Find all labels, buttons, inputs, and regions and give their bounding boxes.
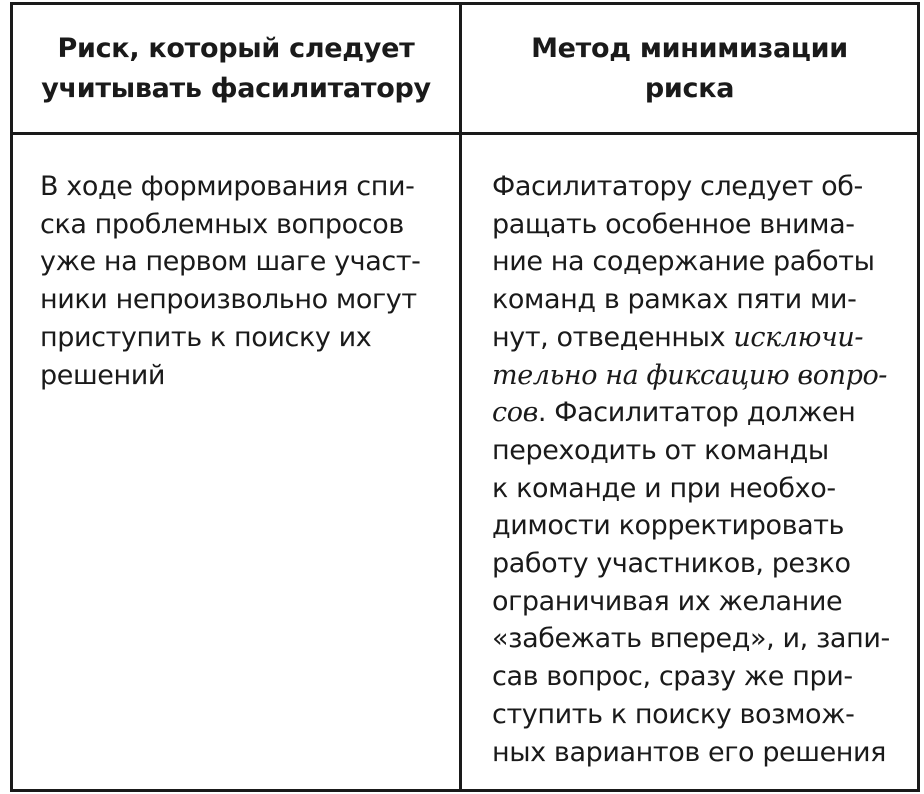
table-border-right bbox=[917, 2, 920, 792]
method-italic-line: тельно на фиксацию вопро- bbox=[492, 359, 888, 391]
method-line: Фасилитатору следует об- bbox=[492, 171, 863, 202]
header-method-line-2: риска bbox=[644, 72, 735, 104]
method-line: переходить от команды bbox=[492, 434, 829, 466]
method-line bbox=[492, 319, 912, 357]
risk-line: ска проблемных вопросов bbox=[40, 208, 404, 240]
header-risk bbox=[13, 5, 459, 132]
header-risk-line-2: учитывать фасилитатору bbox=[41, 72, 431, 104]
risk-cell bbox=[40, 168, 440, 394]
method-text: нут, отведенных bbox=[492, 321, 734, 353]
method-line: команд в рамках пяти ми- bbox=[492, 284, 857, 316]
method-line bbox=[492, 394, 912, 432]
method-italic-text: сов bbox=[492, 397, 538, 429]
method-line: работу участников, резко bbox=[492, 548, 851, 580]
risk-line: решений bbox=[40, 359, 166, 391]
header-method-line-1: Метод минимизации bbox=[531, 32, 848, 64]
method-line: ных вариантов его решения bbox=[492, 736, 887, 768]
method-cell bbox=[492, 168, 912, 771]
method-line: сав вопрос, сразу же при- bbox=[492, 661, 853, 693]
method-line: ние на содержание работы bbox=[492, 246, 875, 278]
method-line: к команде и при необхо- bbox=[492, 472, 836, 504]
method-line: «забежать вперед», и, запи- bbox=[492, 623, 890, 655]
header-risk-line-1: Риск, который следует bbox=[57, 32, 415, 64]
method-line: димости корректировать bbox=[492, 510, 845, 542]
header-method bbox=[462, 5, 917, 132]
method-line: ступить к поиску возмож- bbox=[492, 698, 855, 730]
method-text: . Фасилитатор должен bbox=[537, 397, 856, 429]
risk-line: уже на первом шаге участ- bbox=[40, 246, 421, 278]
risk-line: В ходе формирования спи- bbox=[40, 171, 415, 202]
risk-line: ники непроизвольно могут bbox=[40, 284, 417, 316]
table-border-bottom bbox=[10, 789, 920, 792]
method-italic-text: исключи- bbox=[733, 321, 864, 353]
method-line: ограничивая их желание bbox=[492, 585, 843, 617]
risk-line: приступить к поиску их bbox=[40, 321, 372, 353]
method-line: ращать особенное внима- bbox=[492, 208, 855, 240]
header-divider bbox=[10, 132, 920, 135]
